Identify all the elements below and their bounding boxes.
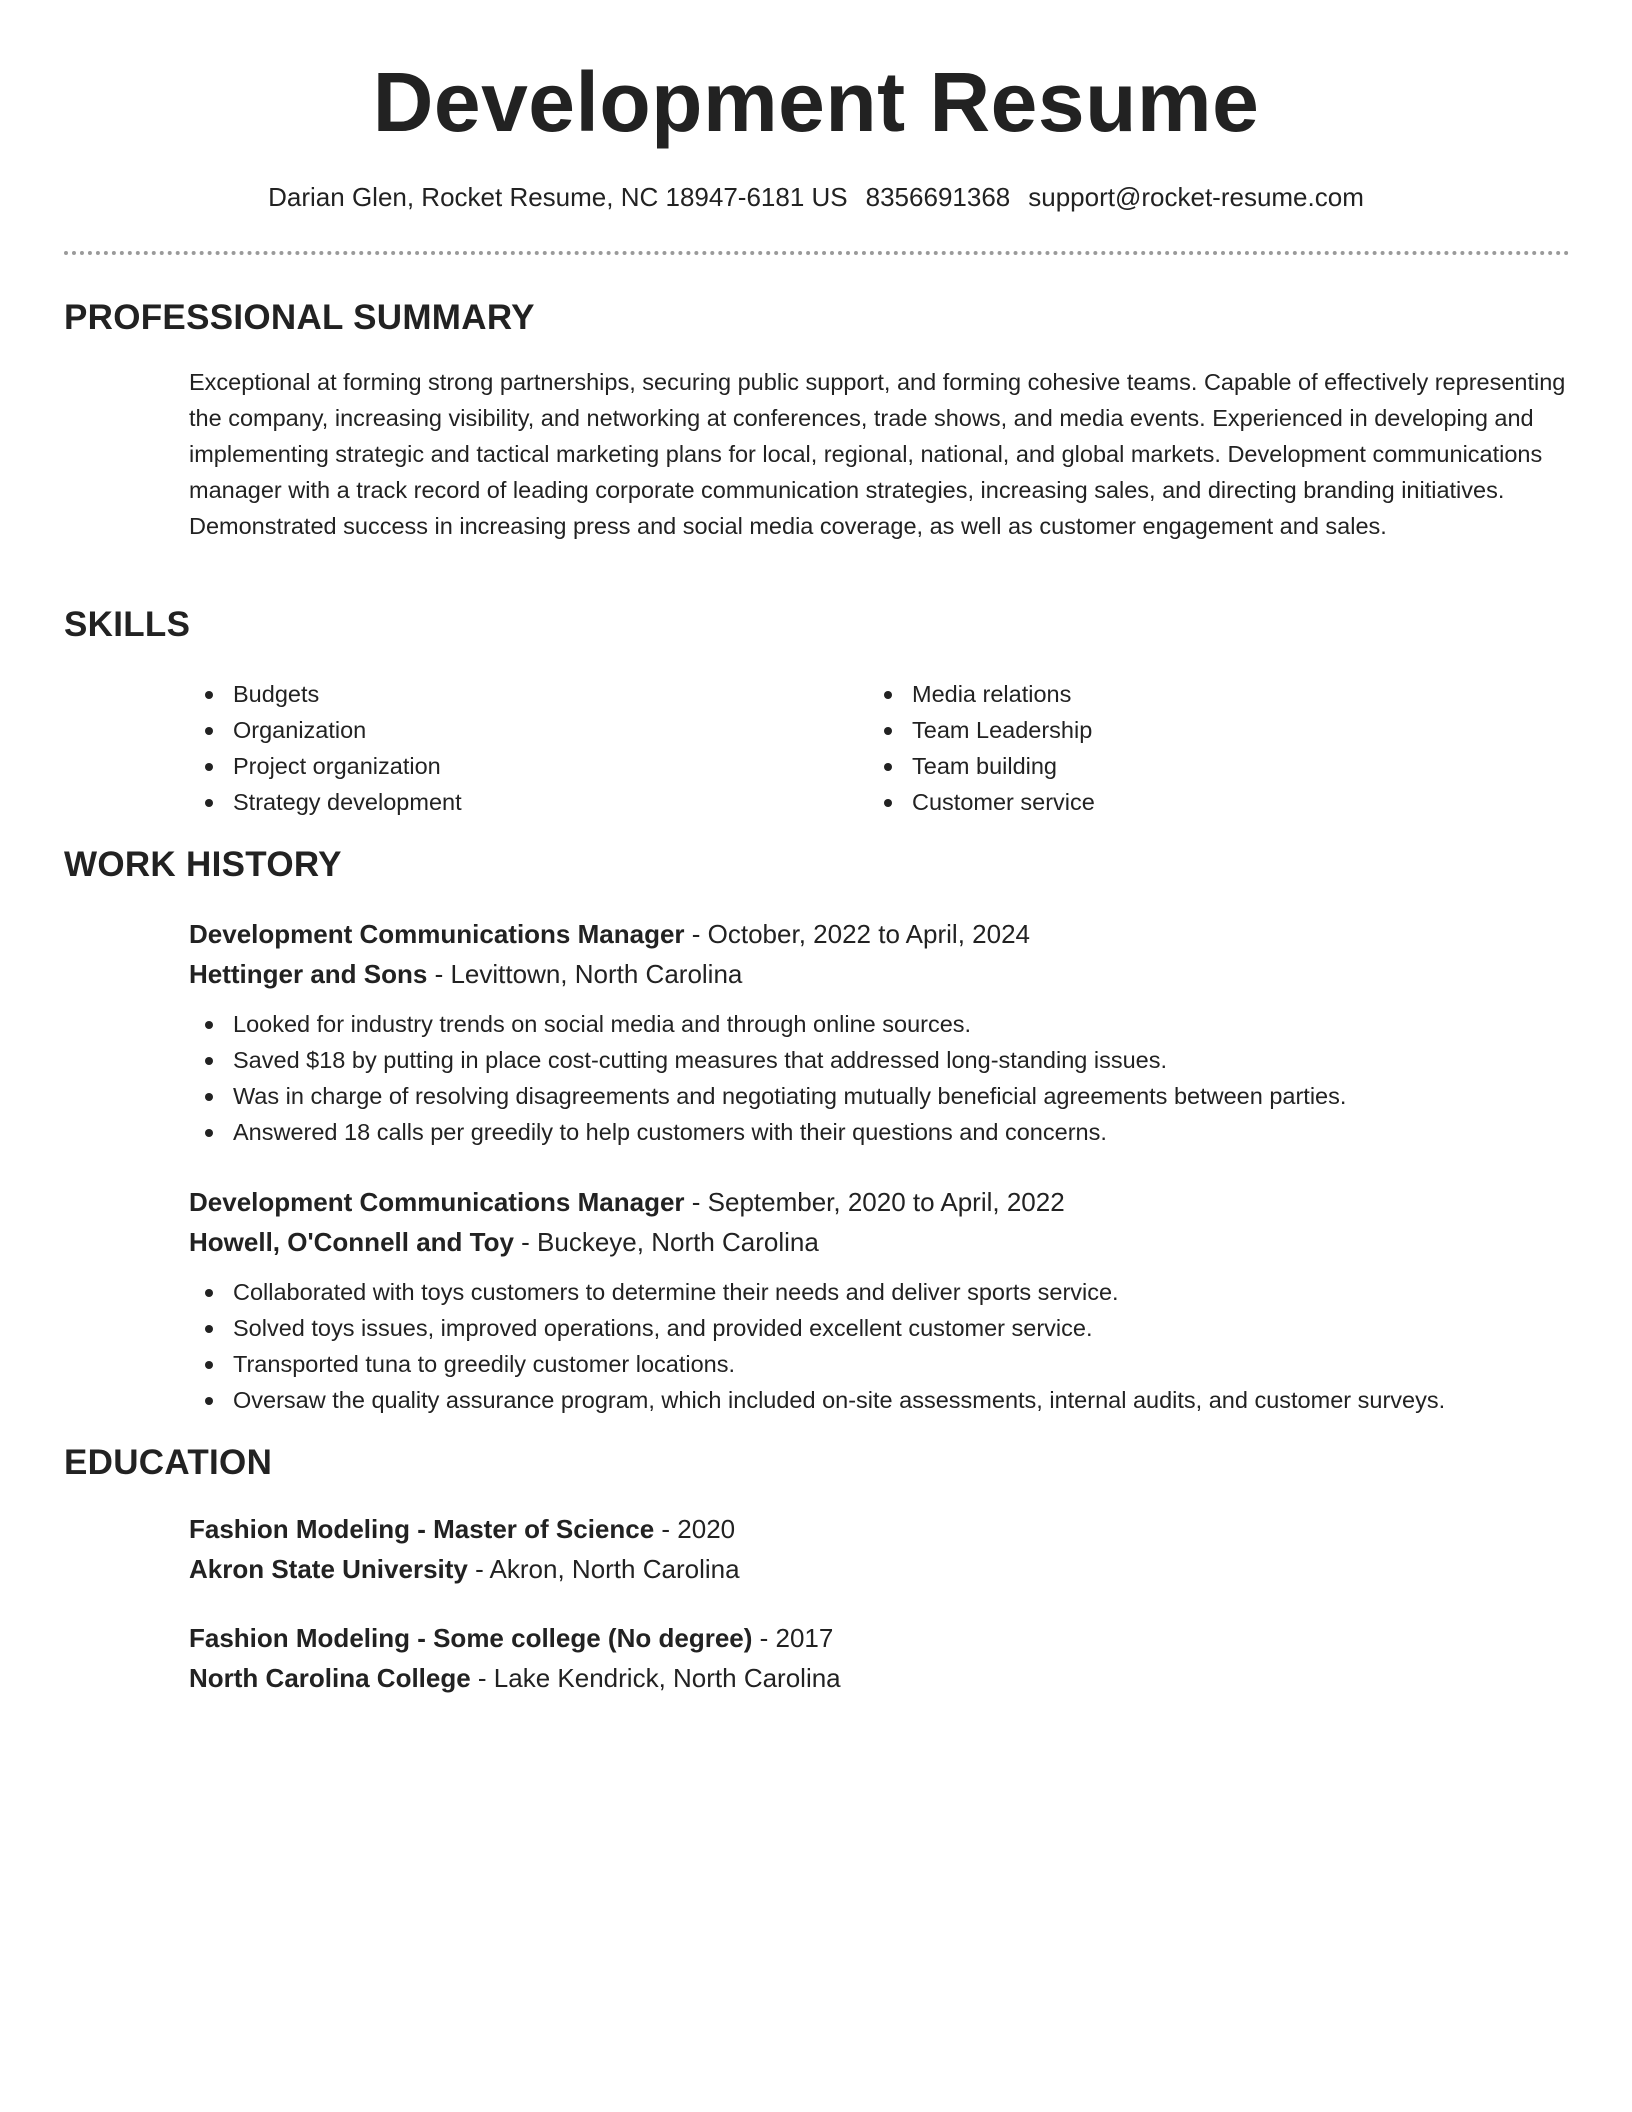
job-location: - Levittown, North Carolina [427,959,743,989]
education-degree-line [189,1509,1569,1549]
job-location: - Buckeye, North Carolina [513,1227,819,1257]
header-divider [64,251,1570,255]
education-entry [189,1509,1569,1589]
skill-item [868,676,1095,712]
job-company-line [189,954,1569,994]
job-title-line [189,914,1569,954]
work-history-heading: WORK HISTORY [64,845,342,884]
contact-phone: 8356691368 [865,182,1011,212]
bullet-dot [884,727,892,735]
job-bullets [189,1006,1569,1150]
education-year: - 2020 [654,1514,736,1544]
education-degree: Fashion Modeling - Master of Science [189,1514,655,1544]
bullet-dot [205,763,213,771]
skill-item [868,784,1095,820]
job-entry [189,1182,1569,1418]
job-company: Hettinger and Sons [189,959,428,989]
education-school-line [189,1549,1569,1589]
contact-address: Darian Glen, Rocket Resume, NC 18947-6181 US [268,182,848,212]
job-bullet-text: Collaborated with toys customers to determine their needs and deliver sports service. [233,1279,1119,1305]
education-school: Akron State University [189,1554,468,1584]
education-location: - Lake Kendrick, North Carolina [470,1663,841,1693]
job-dates: - September, 2020 to April, 2022 [684,1187,1065,1217]
job-bullet [189,1346,1569,1382]
job-bullet-text: Oversaw the quality assurance program, which included on-site assessments, internal audits, and customer surveys. [233,1387,1446,1413]
job-title: Development Communications Manager [189,919,685,949]
skill-item [189,784,462,820]
bullet-dot [205,727,213,735]
skill-item [868,748,1095,784]
contact-line [0,180,1632,214]
skills-list-right [868,676,1095,820]
summary-heading: PROFESSIONAL SUMMARY [64,298,535,337]
skill-item [189,676,462,712]
skill-label: Strategy development [233,789,462,815]
job-bullet-text: Looked for industry trends on social media and through online sources. [233,1011,972,1037]
contact-email: support@rocket-resume.com [1028,182,1364,212]
skill-item [868,712,1095,748]
bullet-dot [205,1021,213,1029]
job-entry [189,914,1569,1150]
bullet-dot [884,799,892,807]
job-bullet-text: Transported tuna to greedily customer locations. [233,1351,736,1377]
skill-item [189,748,462,784]
bullet-dot [884,691,892,699]
bullet-dot [205,691,213,699]
skill-label: Project organization [233,753,441,779]
bullet-dot [205,1361,213,1369]
skill-label: Team building [912,753,1058,779]
bullet-dot [205,1129,213,1137]
bullet-dot [205,799,213,807]
skill-label: Team Leadership [912,717,1093,743]
job-company: Howell, O'Connell and Toy [189,1227,514,1257]
bullet-dot [205,1325,213,1333]
education-location: - Akron, North Carolina [467,1554,740,1584]
job-bullet-text: Answered 18 calls per greedily to help customers with their questions and concerns. [233,1119,1107,1145]
education-degree-line [189,1618,1569,1658]
bullet-dot [205,1093,213,1101]
job-dates: - October, 2022 to April, 2024 [684,919,1030,949]
job-bullet [189,1382,1569,1418]
skill-label: Organization [233,717,367,743]
resume-title: Development Resume [372,55,1260,149]
education-year: - 2017 [752,1623,834,1653]
job-bullet-text: Was in charge of resolving disagreements and negotiating mutually beneficial agreements between parties. [233,1083,1347,1109]
skill-label: Media relations [912,681,1072,707]
job-bullet [189,1042,1569,1078]
bullet-dot [884,763,892,771]
education-school-line [189,1658,1569,1698]
job-bullet-text: Solved toys issues, improved operations, and provided excellent customer service. [233,1315,1093,1341]
skills-heading: SKILLS [64,605,191,644]
skill-item [189,712,462,748]
job-title: Development Communications Manager [189,1187,685,1217]
bullet-dot [205,1289,213,1297]
job-bullet [189,1310,1569,1346]
bullet-dot [205,1397,213,1405]
job-bullet [189,1274,1569,1310]
education-school: North Carolina College [189,1663,471,1693]
skills-list-left [189,676,462,820]
skill-label: Budgets [233,681,320,707]
job-bullet-text: Saved $18 by putting in place cost-cutting measures that addressed long-standing issues. [233,1047,1168,1073]
bullet-dot [205,1057,213,1065]
summary-text: Exceptional at forming strong partnerships, securing public support, and forming cohesive teams. Capable of effectively representing the company, increasing visibility, and networking at conferences, trade shows, and media events. Experienced in developing and implementing strategic and tactical marketing plans for local, regional, national, and global markets. Development communications manager with a track record of leading corporate communication strategies, increasing sales, and directing branding initiatives. Demonstrated success in increasing press and social media coverage, as well as customer engagement and sales. [189,369,1566,539]
job-bullet [189,1114,1569,1150]
education-entry [189,1618,1569,1698]
job-bullet [189,1006,1569,1042]
education-heading: EDUCATION [64,1443,273,1482]
skill-label: Customer service [912,789,1095,815]
job-bullet [189,1078,1569,1114]
job-title-line [189,1182,1569,1222]
education-degree: Fashion Modeling - Some college (No degree) [189,1623,753,1653]
job-company-line [189,1222,1569,1262]
job-bullets [189,1274,1569,1418]
